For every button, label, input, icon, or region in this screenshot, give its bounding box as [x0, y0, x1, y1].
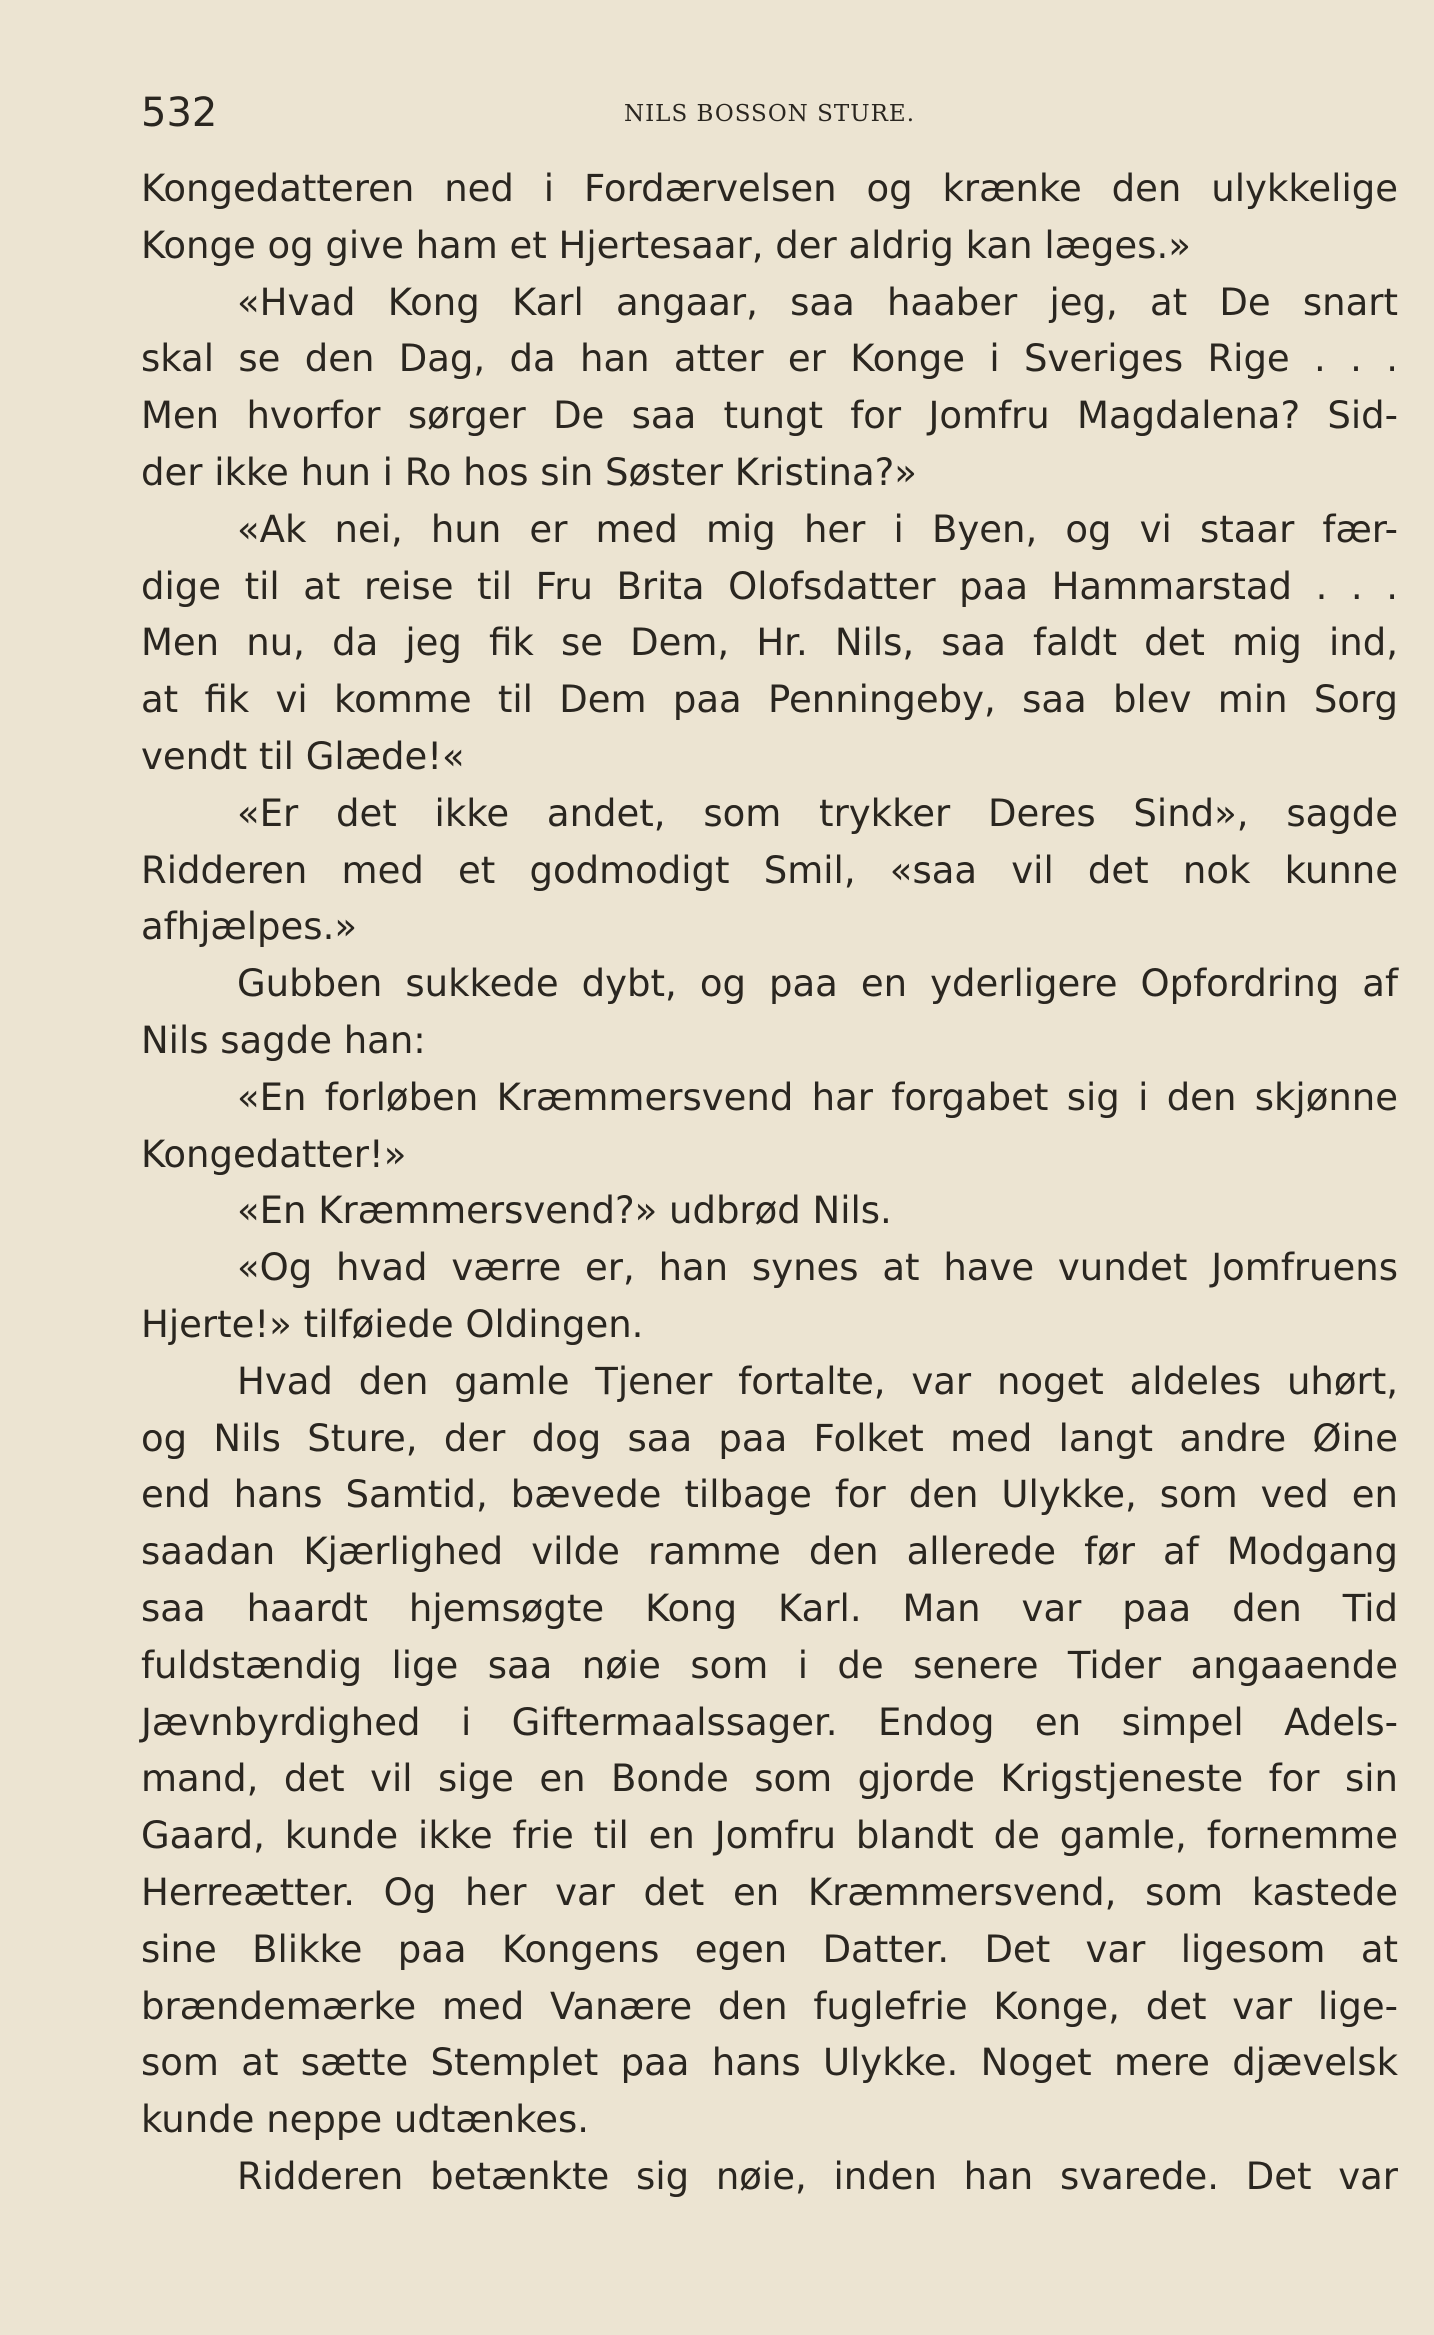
- text-line: Kongedatter!»: [141, 1132, 407, 1176]
- text-line: afhjælpes.»: [141, 905, 357, 949]
- text-line: «Er det ikke andet, som trykker Deres Sind», sagde: [237, 791, 1398, 835]
- text-line: Hjerte!» tilføiede Oldingen.: [141, 1302, 644, 1346]
- text-line: Jævnbyrdighed i Giftermaalssager. Endog en simpel Adels-: [141, 1700, 1398, 1744]
- text-line: end hans Samtid, bævede tilbage for den Ulykke, som ved en: [141, 1473, 1398, 1517]
- text-line: Gaard, kunde ikke frie til en Jomfru blandt de gamle, fornemme: [141, 1814, 1398, 1858]
- text-line: kunde neppe udtænkes.: [141, 2098, 590, 2142]
- text-line: Men hvorfor sørger De saa tungt for Jomfru Magdalena? Sid-: [141, 394, 1398, 438]
- text-line: Ridderen betænkte sig nøie, inden han svarede. Det var: [237, 2154, 1398, 2198]
- text-line: saa haardt hjemsøgte Kong Karl. Man var paa den Tid: [141, 1586, 1398, 1630]
- text-line: Gubben sukkede dybt, og paa en yderligere Opfordring af: [237, 962, 1398, 1006]
- text-line: sine Blikke paa Kongens egen Datter. Det var ligesom at: [141, 1927, 1398, 1971]
- text-line: skal se den Dag, da han atter er Konge i Sveriges Rige . . .: [141, 337, 1398, 381]
- text-line: Men nu, da jeg fik se Dem, Hr. Nils, saa faldt det mig ind,: [141, 621, 1398, 665]
- running-title: NILS BOSSON STURE.: [623, 101, 916, 127]
- text-line: «Og hvad værre er, han synes at have vundet Jomfruens: [237, 1246, 1398, 1290]
- page-header: [141, 88, 1398, 148]
- text-line: som at sætte Stemplet paa hans Ulykke. Noget mere djævelsk: [141, 2041, 1398, 2085]
- text-line: mand, det vil sige en Bonde som gjorde Krigstjeneste for sin: [141, 1757, 1398, 1801]
- text-line: der ikke hun i Ro hos sin Søster Kristina?»: [141, 450, 917, 494]
- body-text: [141, 161, 1398, 2206]
- text-line: fuldstændig lige saa nøie som i de senere Tider angaaende: [141, 1643, 1398, 1687]
- text-line: at fik vi komme til Dem paa Penningeby, saa blev min Sorg: [141, 678, 1398, 722]
- text-line: og Nils Sture, der dog saa paa Folket med langt andre Øine: [141, 1416, 1398, 1460]
- text-line: brændemærke med Vanære den fuglefrie Konge, det var lige-: [141, 1984, 1398, 2028]
- text-line: «En forløben Kræmmersvend har forgabet sig i den skjønne: [237, 1075, 1398, 1119]
- text-line: «Hvad Kong Karl angaar, saa haaber jeg, at De snart: [237, 280, 1398, 324]
- text-line: Hvad den gamle Tjener fortalte, var noget aldeles uhørt,: [237, 1359, 1398, 1403]
- text-line: saadan Kjærlighed vilde ramme den allerede før af Modgang: [141, 1530, 1398, 1574]
- text-line: Konge og give ham et Hjertesaar, der aldrig kan læges.»: [141, 223, 1191, 267]
- text-line: Ridderen med et godmodigt Smil, «saa vil det nok kunne: [141, 848, 1398, 892]
- text-line: Nils sagde han:: [141, 1018, 426, 1062]
- page-number: 532: [141, 90, 218, 136]
- text-line: «Ak nei, hun er med mig her i Byen, og vi staar fær-: [237, 507, 1398, 551]
- text-line: «En Kræmmersvend?» udbrød Nils.: [237, 1189, 892, 1233]
- text-line: Herreætter. Og her var det en Kræmmersvend, som kastede: [141, 1870, 1398, 1914]
- text-line: dige til at reise til Fru Brita Olofsdatter paa Hammarstad . . .: [141, 564, 1398, 608]
- text-line: vendt til Glæde!«: [141, 734, 465, 778]
- text-line: Kongedatteren ned i Fordærvelsen og krænke den ulykkelige: [141, 167, 1398, 210]
